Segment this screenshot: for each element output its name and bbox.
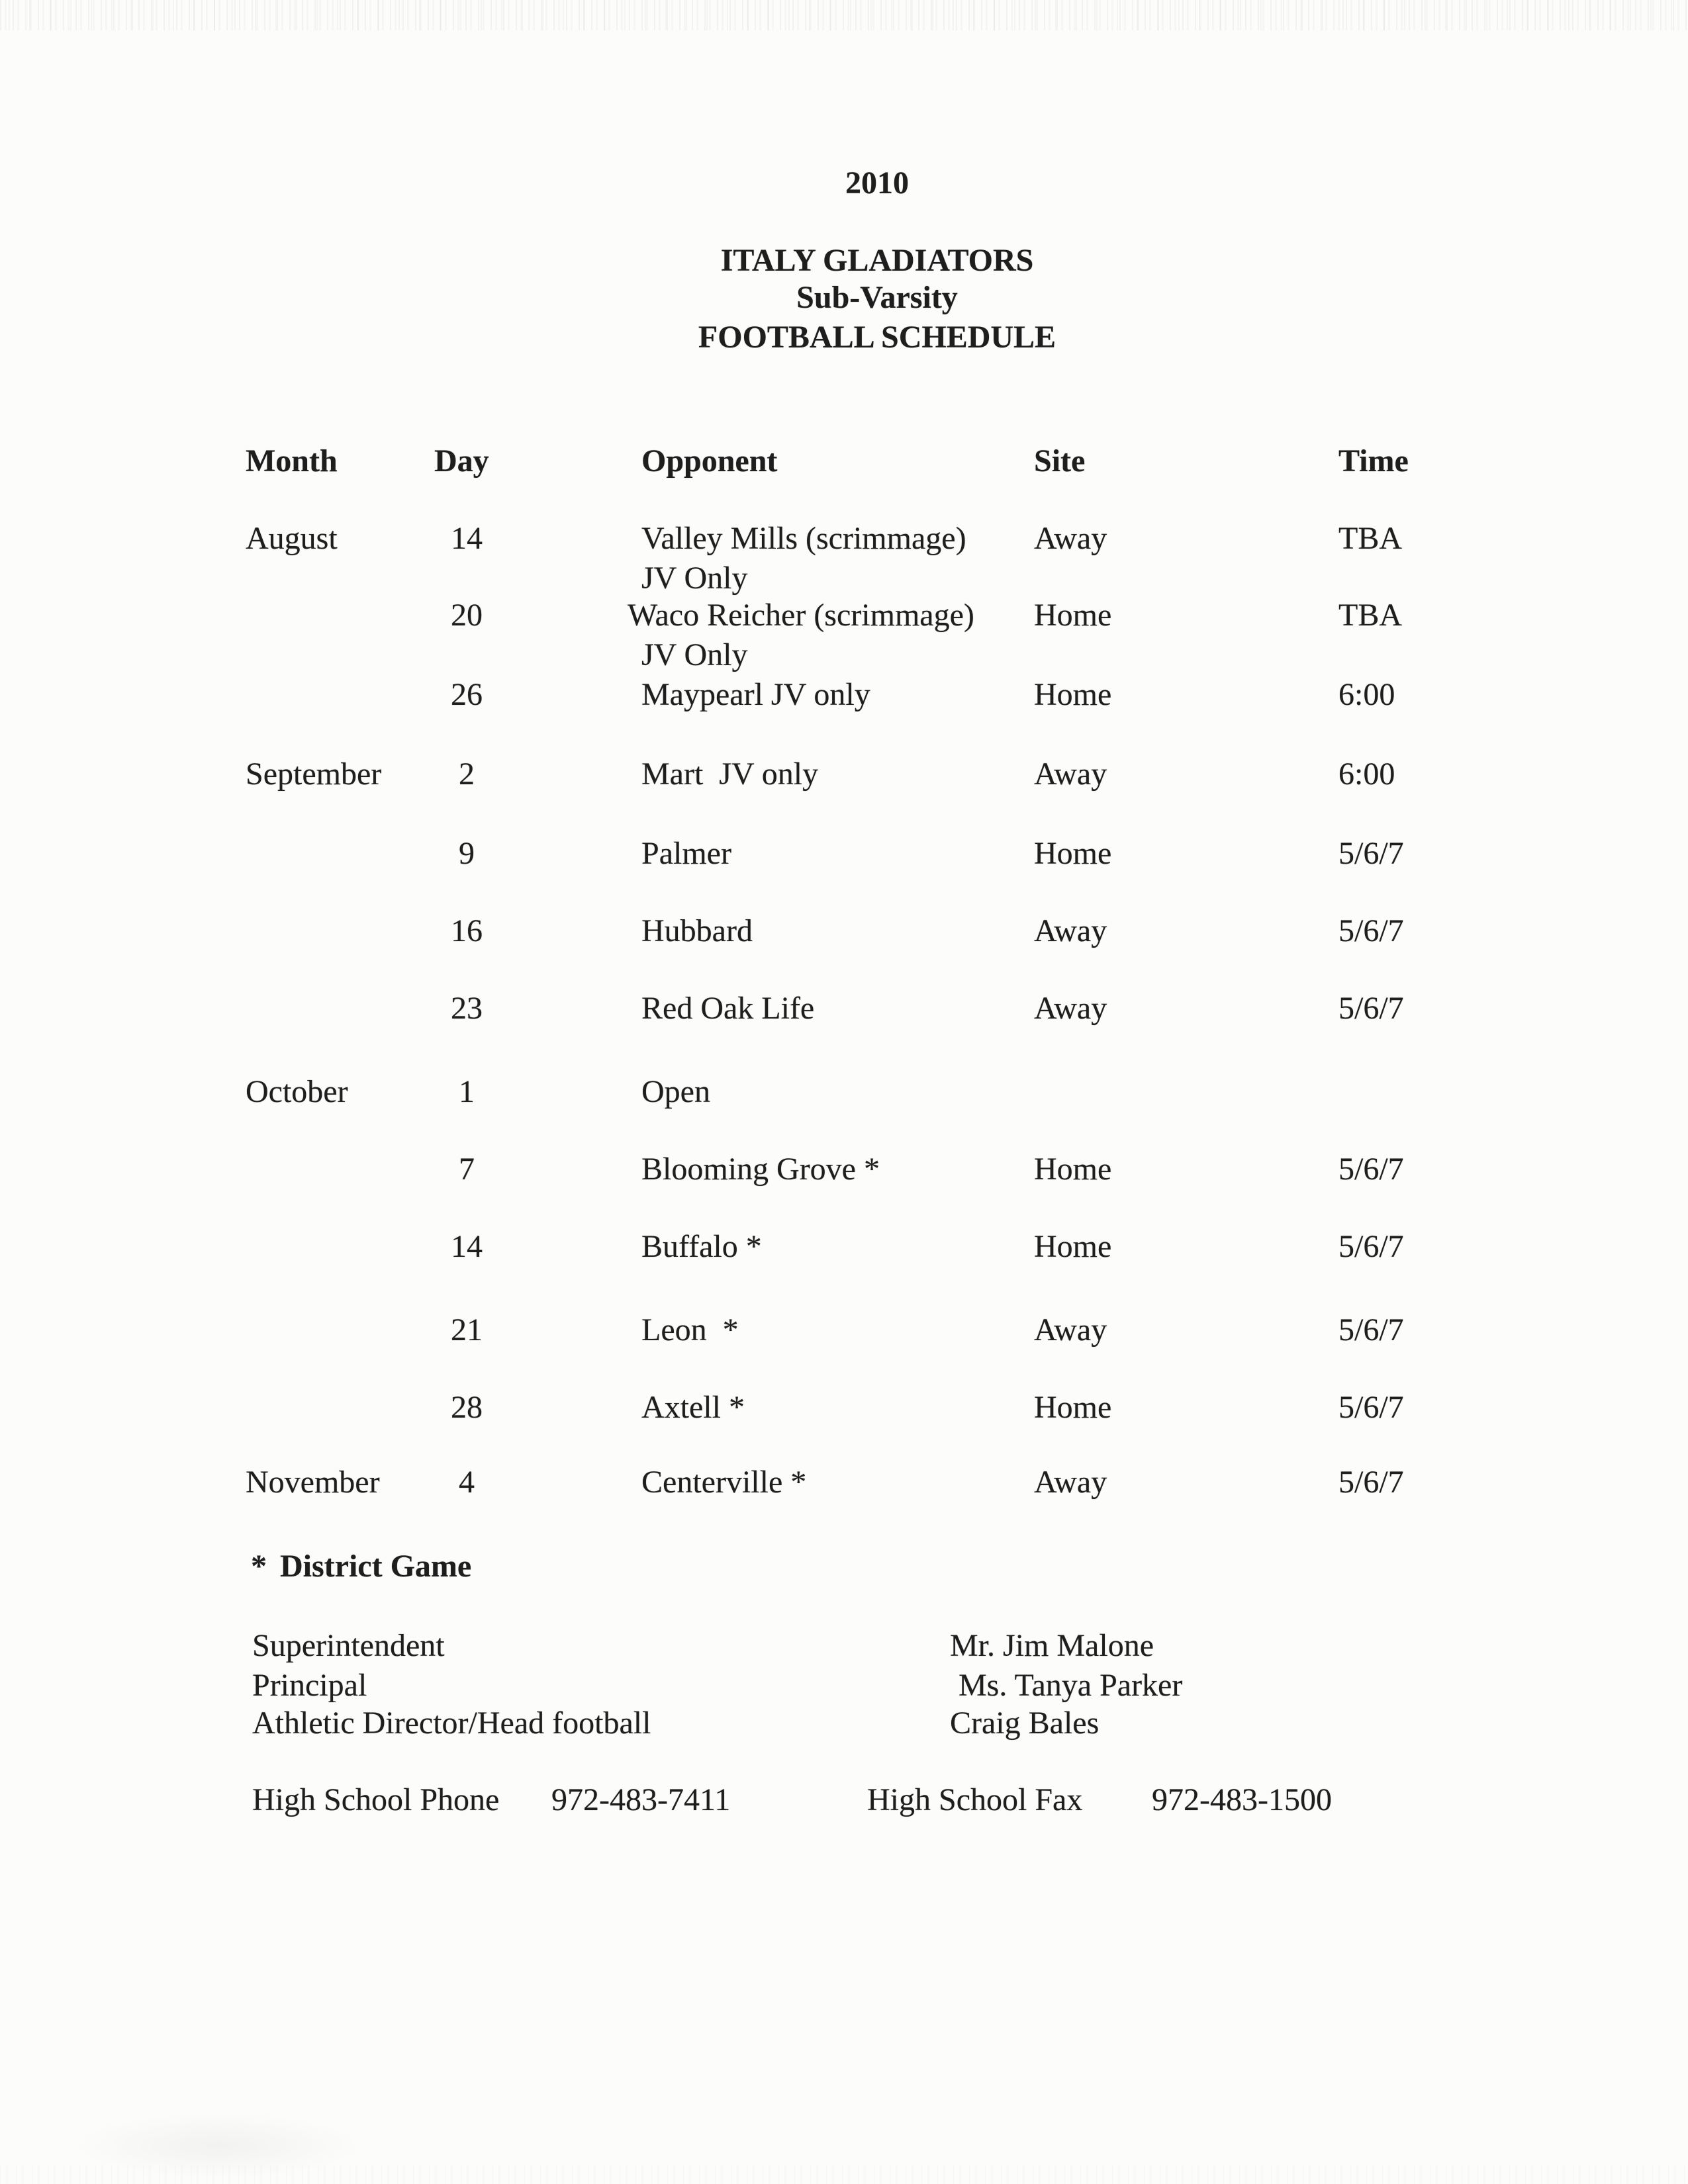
opponent-cell: Mart JV only bbox=[641, 756, 819, 792]
staff-row bbox=[0, 1627, 1688, 1666]
opponent-note: JV Only bbox=[641, 637, 748, 672]
time-cell: 5/6/7 bbox=[1338, 1152, 1404, 1187]
time-cell: TBA bbox=[1338, 521, 1402, 556]
name-cell: Mr. Jim Malone bbox=[950, 1628, 1154, 1663]
day-cell: 16 bbox=[451, 913, 483, 948]
time-cell: 5/6/7 bbox=[1338, 836, 1404, 871]
day-cell: 23 bbox=[451, 991, 483, 1026]
month-cell: September bbox=[246, 756, 382, 792]
scan-noise-top bbox=[0, 0, 1688, 30]
header-month: Month bbox=[246, 443, 338, 478]
schedule-row bbox=[0, 1311, 1688, 1351]
site-cell: Away bbox=[1034, 521, 1107, 556]
site-cell: Home bbox=[1034, 1152, 1112, 1187]
schedule-title: FOOTBALL SCHEDULE bbox=[698, 320, 1056, 355]
site-cell: Away bbox=[1034, 1465, 1107, 1500]
opponent-cell: Open bbox=[641, 1074, 710, 1109]
staff-row bbox=[0, 1666, 1688, 1706]
month-cell: November bbox=[246, 1465, 380, 1500]
day-cell: 26 bbox=[451, 677, 483, 712]
footnote-label: District Game bbox=[280, 1549, 472, 1584]
phone-label: High School Phone bbox=[252, 1782, 500, 1817]
site-cell: Home bbox=[1034, 1390, 1112, 1425]
header-site: Site bbox=[1034, 443, 1086, 478]
time-cell: TBA bbox=[1338, 598, 1402, 633]
day-cell: 21 bbox=[451, 1312, 483, 1347]
role-cell: Principal bbox=[252, 1668, 367, 1703]
name-cell: Ms. Tanya Parker bbox=[959, 1668, 1183, 1703]
footnote-star: * bbox=[251, 1549, 267, 1584]
staff-row bbox=[0, 1704, 1688, 1744]
site-cell: Away bbox=[1034, 913, 1107, 948]
month-cell: October bbox=[246, 1074, 348, 1109]
opponent-note: JV Only bbox=[641, 561, 748, 596]
day-cell: 2 bbox=[459, 756, 475, 792]
day-cell: 28 bbox=[451, 1390, 483, 1425]
schedule-row bbox=[0, 1073, 1688, 1113]
day-cell: 4 bbox=[459, 1465, 475, 1500]
schedule-row bbox=[0, 989, 1688, 1029]
day-cell: 1 bbox=[459, 1074, 475, 1109]
name-cell: Craig Bales bbox=[950, 1706, 1100, 1741]
scan-noise-bottom bbox=[0, 2165, 1688, 2184]
header-time: Time bbox=[1338, 443, 1409, 478]
district-game-footnote bbox=[0, 1547, 1688, 1587]
opponent-cell: Centerville * bbox=[641, 1465, 807, 1500]
schedule-row bbox=[0, 1463, 1688, 1503]
schedule-row bbox=[0, 755, 1688, 795]
schedule-row bbox=[0, 1150, 1688, 1190]
site-cell: Home bbox=[1034, 836, 1112, 871]
contact-row bbox=[0, 1781, 1688, 1821]
time-cell: 5/6/7 bbox=[1338, 1312, 1404, 1347]
day-cell: 14 bbox=[451, 1229, 483, 1264]
role-cell: Athletic Director/Head football bbox=[252, 1706, 651, 1741]
year-title: 2010 bbox=[845, 165, 909, 201]
time-cell: 5/6/7 bbox=[1338, 913, 1404, 948]
phone-number: 972-483-7411 bbox=[551, 1782, 731, 1817]
day-cell: 7 bbox=[459, 1152, 475, 1187]
day-cell: 14 bbox=[451, 521, 483, 556]
opponent-cell: Red Oak Life bbox=[641, 991, 815, 1026]
header-opponent: Opponent bbox=[641, 443, 778, 478]
site-cell: Away bbox=[1034, 991, 1107, 1026]
schedule-row bbox=[0, 835, 1688, 874]
opponent-cell: Axtell * bbox=[641, 1390, 745, 1425]
time-cell: 5/6/7 bbox=[1338, 1390, 1404, 1425]
division-title: Sub-Varsity bbox=[796, 280, 958, 315]
fax-number: 972-483-1500 bbox=[1152, 1782, 1332, 1817]
time-cell: 5/6/7 bbox=[1338, 991, 1404, 1026]
opponent-cell: Hubbard bbox=[641, 913, 753, 948]
schedule-row bbox=[0, 912, 1688, 952]
day-cell: 20 bbox=[451, 598, 483, 633]
time-cell: 5/6/7 bbox=[1338, 1465, 1404, 1500]
opponent-cell: Valley Mills (scrimmage) bbox=[641, 521, 966, 556]
opponent-cell: Palmer bbox=[641, 836, 731, 871]
site-cell: Home bbox=[1034, 677, 1112, 712]
opponent-cell: Blooming Grove * bbox=[641, 1152, 880, 1187]
opponent-cell: Maypearl JV only bbox=[641, 677, 870, 712]
schedule-row bbox=[0, 520, 1688, 596]
fax-label: High School Fax bbox=[867, 1782, 1083, 1817]
opponent-cell: Waco Reicher (scrimmage) bbox=[628, 598, 974, 633]
schedule-row bbox=[0, 1388, 1688, 1428]
table-header-row bbox=[0, 442, 1688, 482]
team-title: ITALY GLADIATORS bbox=[720, 243, 1034, 278]
site-cell: Home bbox=[1034, 1229, 1112, 1264]
month-cell: August bbox=[246, 521, 338, 556]
time-cell: 6:00 bbox=[1338, 756, 1395, 792]
opponent-cell: Buffalo * bbox=[641, 1229, 762, 1264]
site-cell: Away bbox=[1034, 756, 1107, 792]
day-cell: 9 bbox=[459, 836, 475, 871]
site-cell: Away bbox=[1034, 1312, 1107, 1347]
schedule-row bbox=[0, 676, 1688, 715]
schedule-row bbox=[0, 596, 1688, 672]
time-cell: 6:00 bbox=[1338, 677, 1395, 712]
header-day: Day bbox=[434, 443, 489, 478]
opponent-cell: Leon * bbox=[641, 1312, 739, 1347]
time-cell: 5/6/7 bbox=[1338, 1229, 1404, 1264]
site-cell: Home bbox=[1034, 598, 1112, 633]
role-cell: Superintendent bbox=[252, 1628, 445, 1663]
schedule-row bbox=[0, 1228, 1688, 1267]
